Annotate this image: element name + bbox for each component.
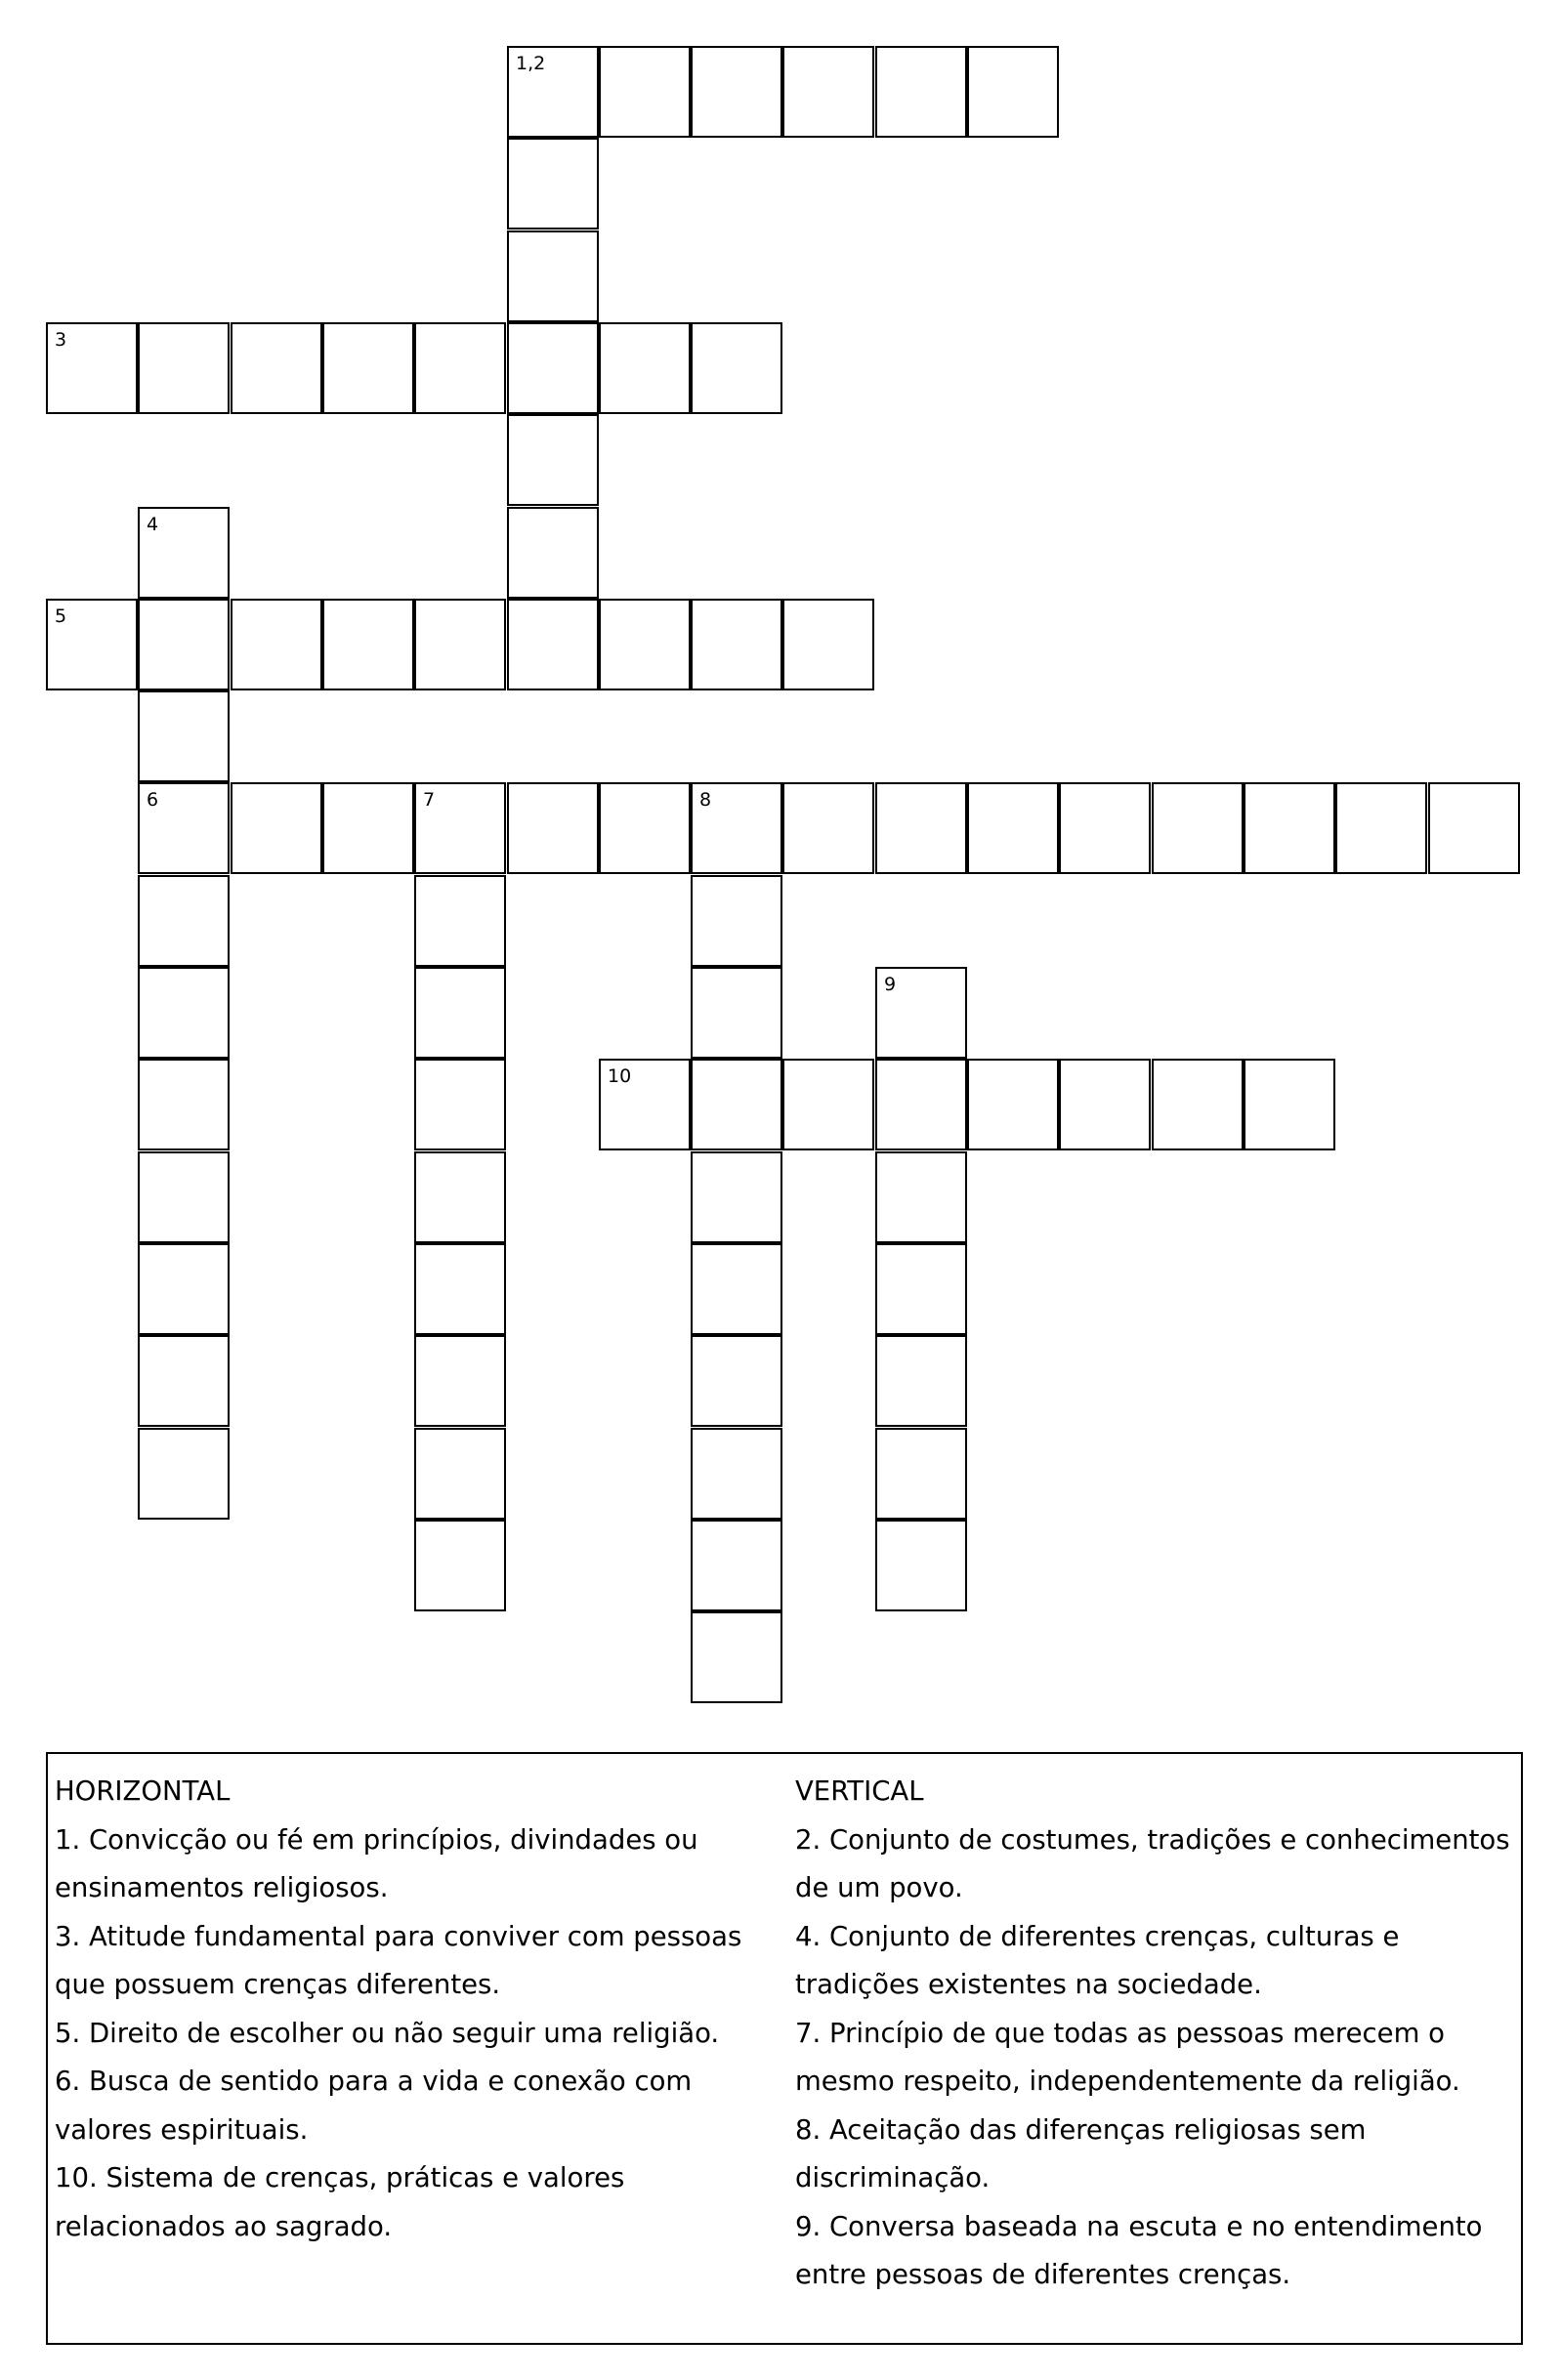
grid-cell[interactable] bbox=[599, 1059, 691, 1150]
grid-cell[interactable] bbox=[875, 1059, 967, 1150]
grid-cell[interactable] bbox=[691, 1151, 782, 1243]
grid-cell[interactable] bbox=[414, 782, 506, 874]
clue-number: 1,2 bbox=[516, 53, 546, 74]
grid-cell[interactable] bbox=[507, 782, 599, 874]
grid-cell[interactable] bbox=[231, 599, 322, 690]
grid-cell[interactable] bbox=[138, 875, 230, 967]
grid-cell[interactable] bbox=[507, 507, 599, 599]
grid-cell[interactable] bbox=[414, 1520, 506, 1611]
clue-number: 3 bbox=[55, 329, 67, 351]
grid-cell[interactable] bbox=[138, 322, 230, 414]
clue-number: 7 bbox=[423, 789, 436, 811]
grid-cell[interactable] bbox=[875, 1335, 967, 1427]
grid-cell[interactable] bbox=[138, 1243, 230, 1335]
grid-cell[interactable] bbox=[691, 1428, 782, 1520]
grid-cell[interactable] bbox=[507, 46, 599, 138]
clues-box bbox=[46, 1752, 1523, 2345]
grid-cell[interactable] bbox=[322, 599, 414, 690]
grid-cell[interactable] bbox=[322, 782, 414, 874]
grid-cell[interactable] bbox=[599, 46, 691, 138]
grid-cell[interactable] bbox=[875, 46, 967, 138]
grid-cell[interactable] bbox=[138, 782, 230, 874]
grid-cell[interactable] bbox=[875, 1151, 967, 1243]
horizontal-clue-10: 10. Sistema de crenças, práticas e valores relacionados ao sagrado. bbox=[55, 2162, 625, 2242]
horizontal-clue-6: 6. Busca de sentido para a vida e conexão com valores espirituais. bbox=[55, 2066, 693, 2146]
grid-cell[interactable] bbox=[691, 967, 782, 1059]
grid-cell[interactable] bbox=[414, 1335, 506, 1427]
clue-number: 6 bbox=[147, 789, 159, 811]
grid-cell[interactable] bbox=[414, 1428, 506, 1520]
grid-cell[interactable] bbox=[967, 46, 1059, 138]
grid-cell[interactable] bbox=[967, 782, 1059, 874]
grid-cell[interactable] bbox=[691, 599, 782, 690]
grid-cell[interactable] bbox=[414, 967, 506, 1059]
vertical-clue-4: 4. Conjunto de diferentes crenças, culturas e tradições existentes na sociedade. bbox=[795, 1920, 1400, 2000]
grid-cell[interactable] bbox=[46, 599, 138, 690]
grid-cell[interactable] bbox=[414, 599, 506, 690]
grid-cell[interactable] bbox=[1059, 782, 1151, 874]
vertical-clue-2: 2. Conjunto de costumes, tradições e conhecimentos de um povo. bbox=[795, 1823, 1510, 1903]
grid-cell[interactable] bbox=[691, 1243, 782, 1335]
grid-cell[interactable] bbox=[1152, 782, 1244, 874]
grid-cell[interactable] bbox=[691, 875, 782, 967]
grid-cell[interactable] bbox=[507, 414, 599, 506]
grid-cell[interactable] bbox=[414, 1151, 506, 1243]
grid-cell[interactable] bbox=[691, 1611, 782, 1703]
grid-cell[interactable] bbox=[507, 138, 599, 230]
grid-cell[interactable] bbox=[875, 782, 967, 874]
grid-cell[interactable] bbox=[414, 875, 506, 967]
grid-cell[interactable] bbox=[691, 1335, 782, 1427]
grid-cell[interactable] bbox=[507, 599, 599, 690]
grid-cell[interactable] bbox=[875, 1520, 967, 1611]
grid-cell[interactable] bbox=[691, 322, 782, 414]
grid-cell[interactable] bbox=[507, 322, 599, 414]
horizontal-clue-1: 1. Convicção ou fé em princípios, divindades ou ensinamentos religiosos. bbox=[55, 1823, 698, 1903]
grid-cell[interactable] bbox=[599, 782, 691, 874]
grid-cell[interactable] bbox=[138, 1428, 230, 1520]
grid-cell[interactable] bbox=[782, 46, 874, 138]
grid-cell[interactable] bbox=[782, 782, 874, 874]
grid-cell[interactable] bbox=[322, 322, 414, 414]
horizontal-clues bbox=[55, 1768, 782, 2251]
clue-number: 4 bbox=[147, 514, 159, 535]
grid-cell[interactable] bbox=[782, 599, 874, 690]
grid-cell[interactable] bbox=[691, 1520, 782, 1611]
grid-cell[interactable] bbox=[138, 1151, 230, 1243]
grid-cell[interactable] bbox=[875, 1243, 967, 1335]
clue-number: 8 bbox=[699, 789, 712, 811]
grid-cell[interactable] bbox=[1335, 782, 1427, 874]
grid-cell[interactable] bbox=[1152, 1059, 1244, 1150]
grid-cell[interactable] bbox=[875, 967, 967, 1059]
grid-cell[interactable] bbox=[138, 507, 230, 599]
horizontal-clue-3: 3. Atitude fundamental para conviver com pessoas que possuem crenças diferentes. bbox=[55, 1920, 742, 2000]
grid-cell[interactable] bbox=[231, 322, 322, 414]
clue-number: 10 bbox=[608, 1065, 632, 1087]
vertical-heading: VERTICAL bbox=[795, 1775, 924, 1807]
clue-number: 9 bbox=[884, 974, 897, 995]
horizontal-clue-5: 5. Direito de escolher ou não seguir uma religião. bbox=[55, 2017, 720, 2049]
vertical-clue-9: 9. Conversa baseada na escuta e no entendimento entre pessoas de diferentes crenças. bbox=[795, 2210, 1483, 2290]
grid-cell[interactable] bbox=[782, 1059, 874, 1150]
grid-cell[interactable] bbox=[507, 230, 599, 322]
clue-number: 5 bbox=[55, 605, 67, 627]
grid-cell[interactable] bbox=[414, 1243, 506, 1335]
grid-cell[interactable] bbox=[138, 690, 230, 782]
grid-cell[interactable] bbox=[599, 322, 691, 414]
horizontal-heading: HORIZONTAL bbox=[55, 1775, 231, 1807]
grid-cell[interactable] bbox=[875, 1428, 967, 1520]
grid-cell[interactable] bbox=[691, 782, 782, 874]
grid-cell[interactable] bbox=[138, 967, 230, 1059]
grid-cell[interactable] bbox=[46, 322, 138, 414]
vertical-clues bbox=[795, 1768, 1518, 2300]
grid-cell[interactable] bbox=[1428, 782, 1520, 874]
grid-cell[interactable] bbox=[414, 322, 506, 414]
grid-cell[interactable] bbox=[599, 599, 691, 690]
grid-cell[interactable] bbox=[691, 1059, 782, 1150]
vertical-clue-7: 7. Princípio de que todas as pessoas merecem o mesmo respeito, independentemente da religião. bbox=[795, 2017, 1460, 2097]
grid-cell[interactable] bbox=[1244, 1059, 1335, 1150]
vertical-clue-8: 8. Aceitação das diferenças religiosas sem discriminação. bbox=[795, 2113, 1367, 2193]
grid-cell[interactable] bbox=[138, 1335, 230, 1427]
grid-cell[interactable] bbox=[138, 599, 230, 690]
grid-cell[interactable] bbox=[1244, 782, 1335, 874]
grid-cell[interactable] bbox=[691, 46, 782, 138]
grid-cell[interactable] bbox=[1059, 1059, 1151, 1150]
grid-cell[interactable] bbox=[231, 782, 322, 874]
grid-cell[interactable] bbox=[967, 1059, 1059, 1150]
grid-cell[interactable] bbox=[138, 1059, 230, 1150]
grid-cell[interactable] bbox=[414, 1059, 506, 1150]
